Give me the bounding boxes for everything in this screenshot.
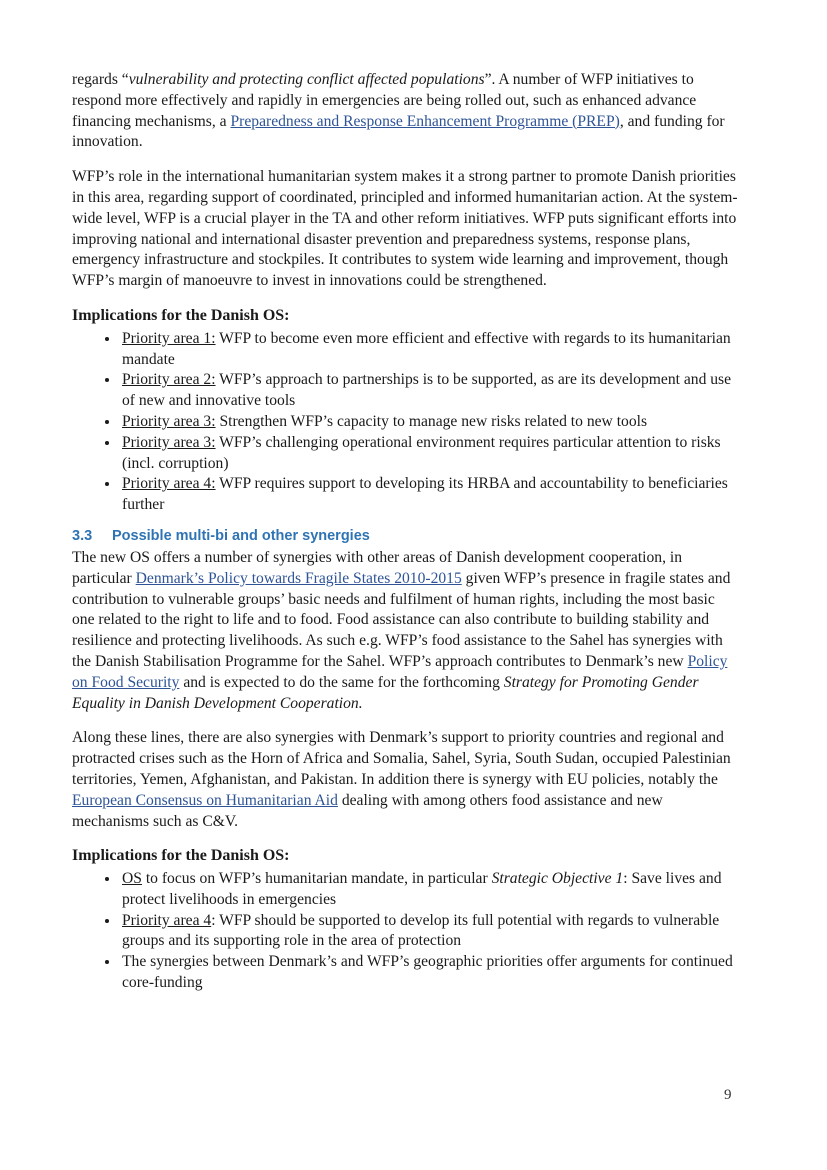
link-fragile-states-policy[interactable]: Denmark’s Policy towards Fragile States 2010-2015	[135, 569, 462, 587]
list-item: • Priority area 4: WFP requires support to developing its HRBA and accountability to beneficiaries further	[120, 474, 740, 516]
implications-list-2	[72, 869, 740, 994]
implications-heading-1: Implications for the Danish OS:	[72, 306, 290, 324]
link-prep[interactable]: Preparedness and Response Enhancement Programme (PREP)	[230, 112, 620, 130]
page-number: 9	[724, 1087, 732, 1103]
implications-heading-2: Implications for the Danish OS:	[72, 847, 290, 865]
section-number: 3.3	[72, 527, 93, 544]
quote-emphasis: vulnerability and protecting conflict affected populations	[128, 71, 485, 88]
list-item: • Priority area 1: WFP to become even more efficient and effective with regards to its humanitarian mandate	[120, 329, 740, 371]
list-item: • The synergies between Denmark’s and WFP’s geographic priorities offer arguments for continued core-funding	[120, 952, 740, 994]
section-heading	[72, 526, 740, 546]
strategy-title-emphasis: Strategy for Promoting Gender Equality in Danish Development Cooperation.	[72, 673, 699, 712]
list-item: • Priority area 4: WFP should be supported to develop its full potential with regards to vulnerable groups and its supporting role in the area of protection	[120, 911, 740, 953]
document-page	[72, 70, 740, 1002]
list-item: • OS to focus on WFP’s humanitarian mandate, in particular Strategic Objective 1: Save lives and protect livelihoods in emergencies	[120, 869, 740, 911]
paragraph-wfp-role: WFP’s role in the international humanitarian system makes it a strong partner to promote Danish priorities in this area, regarding support of coordinated, principled and informed humanitarian action. At the system-wide level, WFP is a crucial player in the TA and other reform initiatives. WFP puts significant efforts into improving national and international disaster prevention and preparedness systems, response plans, emergency infrastructure and stockpiles. It contributes to system wide learning and improvement, though WFP’s margin of manoeuvre to invest in innovations could be strengthened.	[72, 168, 738, 290]
list-item: • Priority area 3: WFP’s challenging operational environment requires particular attention to risks (incl. corruption)	[120, 433, 740, 475]
paragraph-synergies: The new OS offers a number of synergies with other areas of Danish development cooperation, in particular Denmark’s Policy towards Fragile States 2010-2015 given WFP’s presence in fragile states and contribution to vulnerable groups’ basic needs and fulfilment of human rights, including the most basic one related to the right to life and to food. Food assistance can also contribute to building stability and resilience and protecting livelihoods. As such e.g. WFP’s food assistance to the Sahel has synergies with the Danish Stabilisation Programme for the Sahel. WFP’s approach contributes to Denmark’s new Policy on Food Security and is expected to do the same for the forthcoming Strategy for Promoting Gender Equality in Danish Development Cooperation.	[72, 548, 731, 712]
implications-list-1	[72, 329, 740, 516]
section-title: Possible multi-bi and other synergies	[112, 527, 370, 544]
link-food-security-policy[interactable]: Policy on Food Security	[72, 652, 728, 691]
link-eu-consensus[interactable]: European Consensus on Humanitarian Aid	[72, 791, 338, 809]
list-item: • Priority area 2: WFP’s approach to partnerships is to be supported, as are its development and use of new and innovative tools	[120, 370, 740, 412]
paragraph-intro: regards “vulnerability and protecting conflict affected populations”. A number of WFP initiatives to respond more effectively and rapidly in emergencies are being rolled out, such as enhanced advance financing mechanisms, a Preparedness and Response Enhancement Programme (PREP), and funding for innovation.	[72, 71, 725, 151]
paragraph-priority-countries: Along these lines, there are also synergies with Denmark’s support to priority countries and regional and protracted crises such as the Horn of Africa and Somalia, Sahel, Syria, South Sudan, occupied Palestinian territories, Yemen, Afghanistan, and Pakistan. In addition there is synergy with EU policies, notably the European Consensus on Humanitarian Aid dealing with among others food assistance and new mechanisms such as C&V.	[72, 729, 731, 830]
list-item: • Priority area 3: Strengthen WFP’s capacity to manage new risks related to new tools	[120, 412, 740, 433]
